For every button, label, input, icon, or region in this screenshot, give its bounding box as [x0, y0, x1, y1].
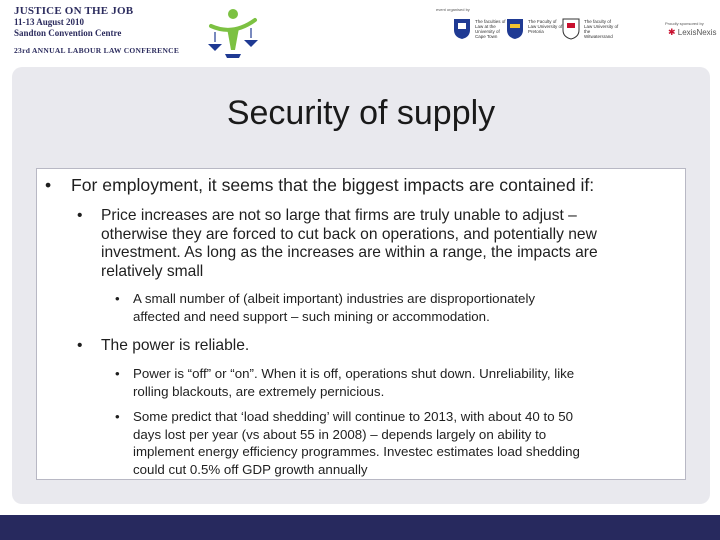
bullet-marker: • [115, 366, 120, 381]
uct-crest-icon [453, 18, 471, 40]
conference-venue: Sandton Convention Centre [14, 28, 122, 38]
lexisnexis-logo [668, 27, 716, 38]
lexisnexis-star-icon: ✱ [668, 27, 676, 37]
sponsor-up-name: The Faculty of Law University of Pretoria [528, 19, 563, 34]
point-1-1-line: relatively small [101, 262, 204, 280]
point-1-1-line: investment. As long as the increases are within a range, the impacts are [101, 244, 598, 261]
footer-bar [0, 515, 720, 540]
sponsors-label: event organised by [436, 7, 470, 12]
lexis-label: Proudly sponsored by [665, 21, 704, 26]
lexisnexis-name: LexisNexis [677, 28, 717, 37]
bullet-marker: • [45, 175, 52, 195]
point-1-1-1-line: affected and need support – such mining or accommodation. [133, 309, 490, 324]
conference-dates: 11-13 August 2010 [14, 17, 85, 27]
point-1-2-1-line: Power is “off” or “on”. When it is off, operations shut down. Unreliability, like [133, 366, 575, 381]
bullet-marker: • [115, 409, 120, 424]
bullet-marker: • [77, 207, 83, 224]
justice-scales-logo-icon [205, 6, 261, 62]
point-1-2-2-line: implement energy efficiency programmes. Investec estimates load shedding [133, 444, 580, 459]
point-1-1-1-line: A small number of (albeit important) industries are disproportionately [133, 291, 536, 306]
up-crest-icon [506, 18, 524, 40]
point-1-2-1-line: rolling blackouts, are extremely pernicious. [133, 384, 385, 399]
conference-title-block [14, 6, 179, 56]
sponsor-wits-name: The faculty of Law University of the Witwatersrand [584, 19, 619, 39]
bullet-marker: • [77, 337, 83, 354]
sponsor-uct-name: The faculties of Law at the University of Cape Town [475, 19, 506, 39]
point-1-2-2-line: could cut 0.5% off GDP growth annually [133, 461, 368, 477]
conference-name: JUSTICE ON THE JOB [14, 5, 134, 17]
point-1-1-line: Price increases are not so large that firms are truly unable to adjust – [101, 207, 577, 224]
point-1: For employment, it seems that the biggest impacts are contained if: [71, 175, 595, 195]
slide-content-box [36, 168, 686, 480]
point-1-2-2-line: days lost per year (vs about 55 in 2008) – depends largely on ability to [133, 426, 547, 442]
slide-title: Security of supply [226, 94, 496, 132]
conference-header [0, 0, 720, 60]
point-1-2: The power is reliable. [101, 337, 250, 354]
point-1-1-line: otherwise they are forced to cut back on operations, and potentially new [101, 225, 597, 243]
point-1-2-2-line: Some predict that ‘load shedding’ will continue to 2013, with about 40 to 50 [133, 409, 574, 424]
wits-crest-icon [562, 18, 580, 40]
bullet-marker: • [115, 291, 120, 306]
conference-subtitle: 23rd ANNUAL LABOUR LAW CONFERENCE [14, 46, 180, 55]
